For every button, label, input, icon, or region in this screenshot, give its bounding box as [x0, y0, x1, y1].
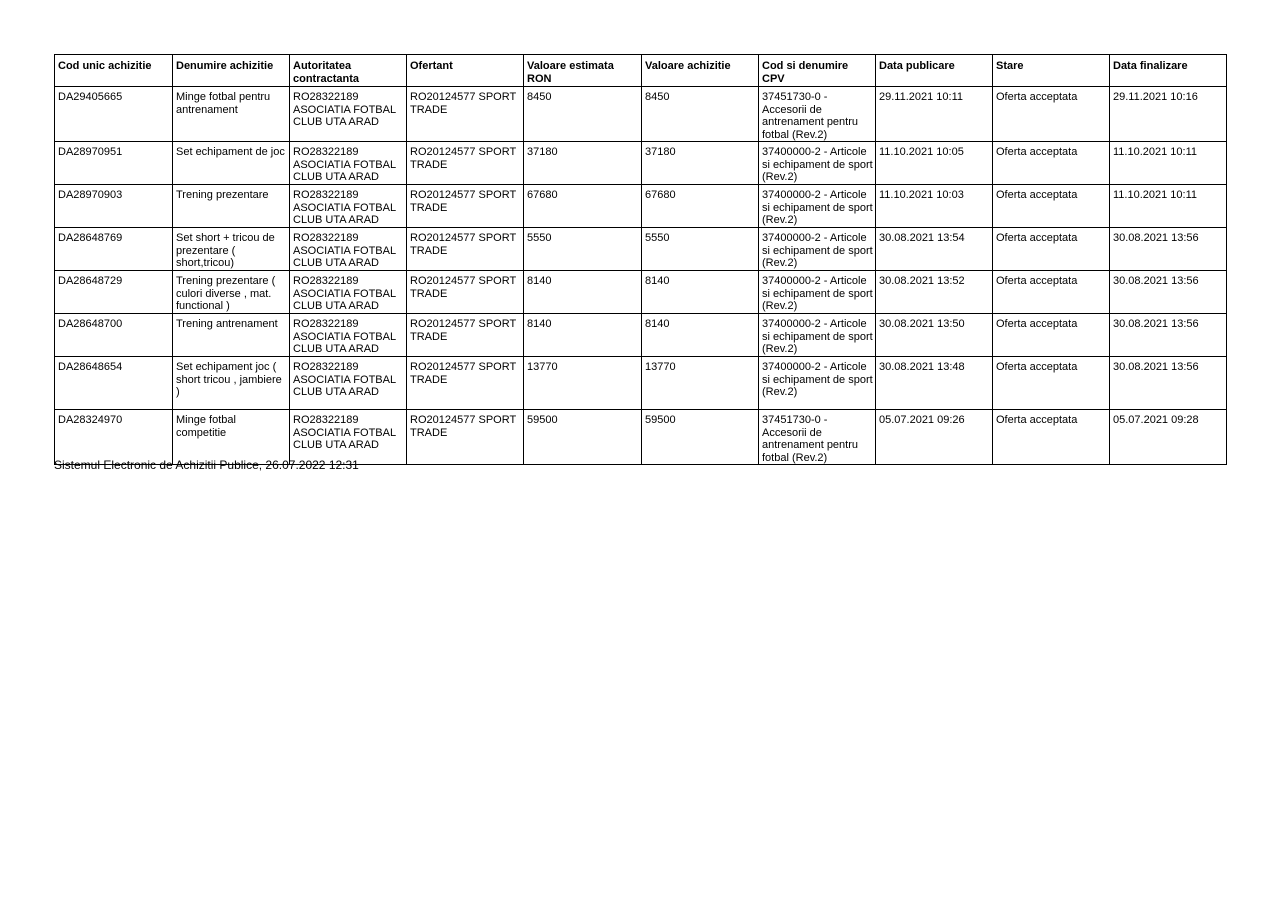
cell-autoritate: RO28322189 ASOCIATIA FOTBAL CLUB UTA ARAD: [290, 228, 407, 271]
cell-data-publicare: 30.08.2021 13:48: [876, 357, 993, 410]
cell-ofertant: RO20124577 SPORT TRADE: [407, 87, 524, 142]
header-data-finalizare: Data finalizare: [1110, 55, 1227, 87]
cell-data-publicare: 11.10.2021 10:03: [876, 185, 993, 228]
cell-valoare-achizitie: 5550: [642, 228, 759, 271]
header-cod-unic: Cod unic achizitie: [55, 55, 173, 87]
header-stare: Stare: [993, 55, 1110, 87]
header-valoare-estimata: Valoare estimata RON: [524, 55, 642, 87]
cell-denumire: Trening prezentare: [173, 185, 290, 228]
cell-valoare-achizitie: 8140: [642, 314, 759, 357]
cell-valoare-estimata: 37180: [524, 142, 642, 185]
cell-data-finalizare: 11.10.2021 10:11: [1110, 185, 1227, 228]
table-row: [55, 185, 1227, 228]
cell-denumire: Minge fotbal pentru antrenament: [173, 87, 290, 142]
cell-autoritate: RO28322189 ASOCIATIA FOTBAL CLUB UTA ARAD: [290, 87, 407, 142]
cell-denumire: Set echipament de joc: [173, 142, 290, 185]
cell-valoare-achizitie: 8140: [642, 271, 759, 314]
cell-denumire: Set echipament joc ( short tricou , jambiere ): [173, 357, 290, 410]
cell-valoare-achizitie: 8450: [642, 87, 759, 142]
cell-autoritate: RO28322189 ASOCIATIA FOTBAL CLUB UTA ARAD: [290, 314, 407, 357]
cell-data-publicare: 05.07.2021 09:26: [876, 410, 993, 465]
cell-data-publicare: 30.08.2021 13:52: [876, 271, 993, 314]
cell-valoare-achizitie: 37180: [642, 142, 759, 185]
cell-cpv: 37451730-0 - Accesorii de antrenament pentru fotbal (Rev.2): [759, 87, 876, 142]
cell-ofertant: RO20124577 SPORT TRADE: [407, 185, 524, 228]
cell-data-finalizare: 30.08.2021 13:56: [1110, 357, 1227, 410]
cell-stare: Oferta acceptata: [993, 314, 1110, 357]
cell-cpv: 37400000-2 - Articole si echipament de sport (Rev.2): [759, 228, 876, 271]
cell-valoare-achizitie: 67680: [642, 185, 759, 228]
cell-stare: Oferta acceptata: [993, 410, 1110, 465]
cell-autoritate: RO28322189 ASOCIATIA FOTBAL CLUB UTA ARAD: [290, 271, 407, 314]
cell-stare: Oferta acceptata: [993, 142, 1110, 185]
cell-ofertant: RO20124577 SPORT TRADE: [407, 357, 524, 410]
cell-denumire: Set short + tricou de prezentare ( short,tricou): [173, 228, 290, 271]
cell-autoritate: RO28322189 ASOCIATIA FOTBAL CLUB UTA ARAD: [290, 410, 407, 465]
cell-denumire: Trening antrenament: [173, 314, 290, 357]
header-ofertant: Ofertant: [407, 55, 524, 87]
cell-valoare-estimata: 5550: [524, 228, 642, 271]
cell-data-finalizare: 05.07.2021 09:28: [1110, 410, 1227, 465]
cell-ofertant: RO20124577 SPORT TRADE: [407, 142, 524, 185]
cell-data-finalizare: 30.08.2021 13:56: [1110, 271, 1227, 314]
table-row: [55, 410, 1227, 465]
cell-valoare-estimata: 8140: [524, 314, 642, 357]
cell-denumire: Minge fotbal competitie: [173, 410, 290, 465]
cell-cod-unic: DA28648654: [55, 357, 173, 410]
table-row: [55, 357, 1227, 410]
cell-valoare-estimata: 67680: [524, 185, 642, 228]
cell-ofertant: RO20124577 SPORT TRADE: [407, 410, 524, 465]
cell-stare: Oferta acceptata: [993, 87, 1110, 142]
cell-cod-unic: DA28648729: [55, 271, 173, 314]
cell-cpv: 37400000-2 - Articole si echipament de sport (Rev.2): [759, 357, 876, 410]
cell-valoare-estimata: 8450: [524, 87, 642, 142]
cell-valoare-estimata: 8140: [524, 271, 642, 314]
cell-ofertant: RO20124577 SPORT TRADE: [407, 228, 524, 271]
cell-ofertant: RO20124577 SPORT TRADE: [407, 314, 524, 357]
cell-stare: Oferta acceptata: [993, 228, 1110, 271]
table-body: [55, 87, 1227, 465]
header-row: [55, 55, 1227, 87]
header-autoritate: Autoritatea contractanta: [290, 55, 407, 87]
cell-cpv: 37400000-2 - Articole si echipament de sport (Rev.2): [759, 314, 876, 357]
cell-cod-unic: DA28970951: [55, 142, 173, 185]
cell-data-publicare: 30.08.2021 13:54: [876, 228, 993, 271]
cell-valoare-estimata: 13770: [524, 357, 642, 410]
cell-data-finalizare: 29.11.2021 10:16: [1110, 87, 1227, 142]
table-row: [55, 314, 1227, 357]
header-data-publicare: Data publicare: [876, 55, 993, 87]
cell-ofertant: RO20124577 SPORT TRADE: [407, 271, 524, 314]
footer-text: Sistemul Electronic de Achizitii Publice, 26.07.2022 12:31: [54, 458, 359, 472]
cell-cod-unic: DA29405665: [55, 87, 173, 142]
header-valoare-achizitie: Valoare achizitie: [642, 55, 759, 87]
cell-cod-unic: DA28648769: [55, 228, 173, 271]
cell-data-publicare: 30.08.2021 13:50: [876, 314, 993, 357]
table-row: [55, 228, 1227, 271]
procurement-table: [54, 54, 1227, 465]
cell-data-finalizare: 30.08.2021 13:56: [1110, 228, 1227, 271]
cell-data-finalizare: 11.10.2021 10:11: [1110, 142, 1227, 185]
cell-autoritate: RO28322189 ASOCIATIA FOTBAL CLUB UTA ARAD: [290, 142, 407, 185]
cell-stare: Oferta acceptata: [993, 185, 1110, 228]
header-denumire: Denumire achizitie: [173, 55, 290, 87]
cell-cpv: 37400000-2 - Articole si echipament de sport (Rev.2): [759, 185, 876, 228]
table-row: [55, 142, 1227, 185]
cell-cpv: 37400000-2 - Articole si echipament de sport (Rev.2): [759, 142, 876, 185]
cell-valoare-achizitie: 13770: [642, 357, 759, 410]
table-header: [55, 55, 1227, 87]
cell-cod-unic: DA28648700: [55, 314, 173, 357]
cell-denumire: Trening prezentare ( culori diverse , mat. functional ): [173, 271, 290, 314]
table-row: [55, 271, 1227, 314]
cell-data-finalizare: 30.08.2021 13:56: [1110, 314, 1227, 357]
header-cpv: Cod si denumire CPV: [759, 55, 876, 87]
cell-autoritate: RO28322189 ASOCIATIA FOTBAL CLUB UTA ARAD: [290, 185, 407, 228]
table-row: [55, 87, 1227, 142]
cell-stare: Oferta acceptata: [993, 357, 1110, 410]
cell-stare: Oferta acceptata: [993, 271, 1110, 314]
cell-autoritate: RO28322189 ASOCIATIA FOTBAL CLUB UTA ARAD: [290, 357, 407, 410]
cell-cpv: 37400000-2 - Articole si echipament de sport (Rev.2): [759, 271, 876, 314]
cell-cod-unic: DA28324970: [55, 410, 173, 465]
cell-cod-unic: DA28970903: [55, 185, 173, 228]
cell-data-publicare: 29.11.2021 10:11: [876, 87, 993, 142]
cell-cpv: 37451730-0 - Accesorii de antrenament pentru fotbal (Rev.2): [759, 410, 876, 465]
cell-valoare-estimata: 59500: [524, 410, 642, 465]
cell-valoare-achizitie: 59500: [642, 410, 759, 465]
cell-data-publicare: 11.10.2021 10:05: [876, 142, 993, 185]
